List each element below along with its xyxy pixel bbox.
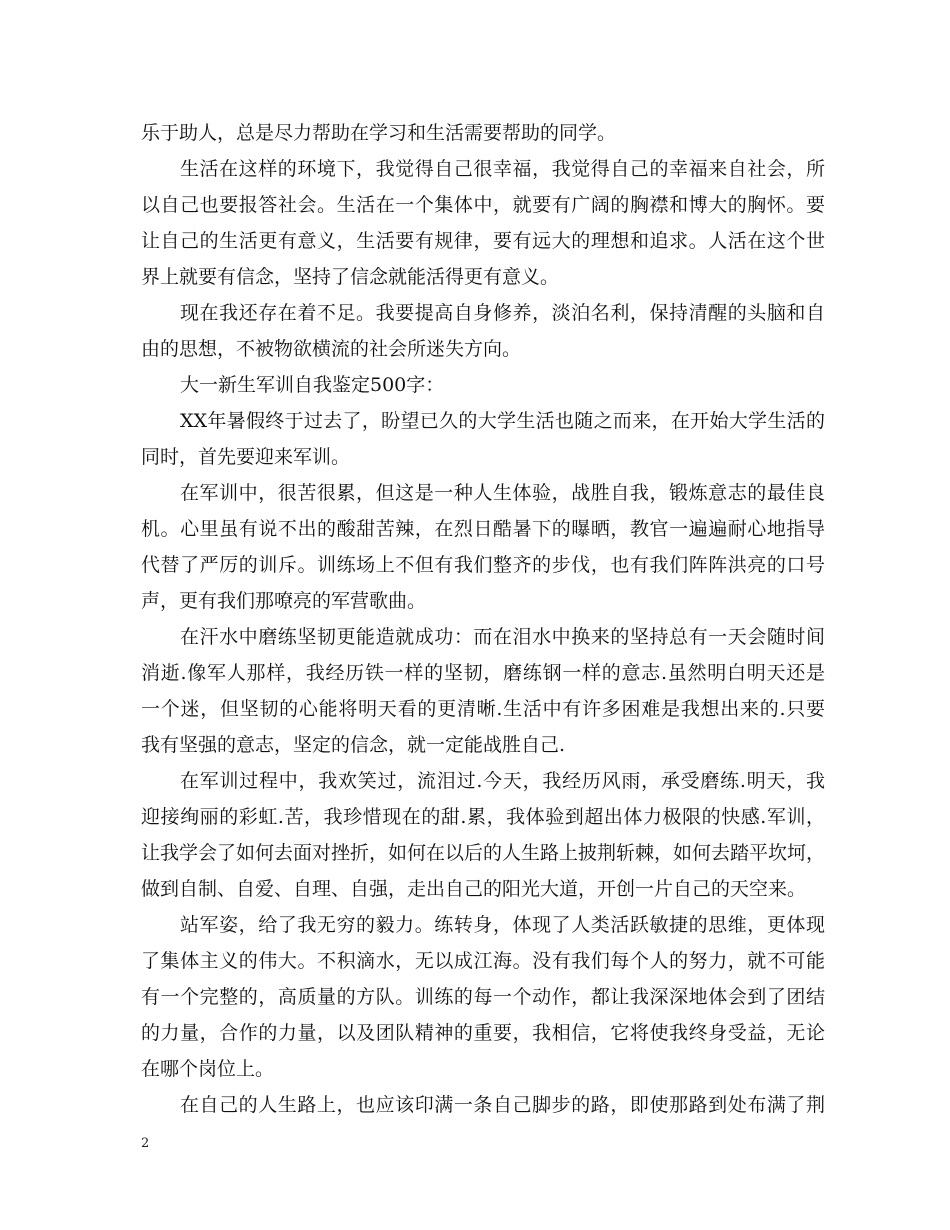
text-line: 让我学会了如何去面对挫折，如何在以后的人生路上披荆斩棘，如何去踏平坎坷，	[141, 842, 826, 864]
text-line: 在哪个岗位上。	[141, 1058, 275, 1080]
text-line: 乐于助人，总是尽力帮助在学习和生活需要帮助的同学。	[141, 122, 617, 144]
text-line: 生活在这样的环境下，我觉得自己很幸福，我觉得自己的幸福来自社会，所	[180, 158, 825, 180]
text-line: 的力量，合作的力量，以及团队精神的重要，我相信，它将使我终身受益，无论	[141, 1022, 825, 1044]
text-line: 现在我还存在着不足。我要提高自身修养，淡泊名利，保持清醒的头脑和自	[180, 302, 825, 324]
text-line: 代替了严厉的训斥。训练场上不但有我们整齐的步伐，也有我们阵阵洪亮的口号	[141, 554, 825, 576]
text-line: 以自己也要报答社会。生活在一个集体中，就要有广阔的胸襟和博大的胸怀。要	[141, 194, 825, 216]
text-line: 同时，首先要迎来军训。	[141, 446, 351, 468]
text-line: 我有坚强的意志，坚定的信念，就一定能战胜自己.	[141, 734, 566, 756]
text-line: 站军姿，给了我无穷的毅力。练转身，体现了人类活跃敏捷的思维，更体现	[180, 914, 825, 936]
text-line: 了集体主义的伟大。不积滴水，无以成江海。没有我们每个人的努力，就不可能	[141, 950, 825, 972]
text-line: 由的思想，不被物欲横流的社会所迷失方向。	[141, 338, 522, 360]
text-line: 有一个完整的，高质量的方队。训练的每一个动作，都让我深深地体会到了团结	[141, 986, 825, 1008]
text-line: 在军训中，很苦很累，但这是一种人生体验，战胜自我，锻炼意志的最佳良	[180, 482, 825, 504]
text-line: XX年暑假终于过去了，盼望已久的大学生活也随之而来，在开始大学生活的	[180, 410, 825, 432]
text-line: 消逝.像军人那样，我经历铁一样的坚韧，磨练钢一样的意志.虽然明白明天还是	[141, 662, 825, 684]
text-line: 一个迷，但坚韧的心能将明天看的更清晰.生活中有许多困难是我想出来的.只要	[141, 698, 825, 720]
section-heading: 大一新生军训自我鉴定500字：	[180, 374, 445, 396]
text-line: 做到自制、自爱、自理、自强，走出自己的阳光大道，开创一片自己的天空来。	[141, 878, 807, 900]
text-line: 迎接绚丽的彩虹.苦，我珍惜现在的甜.累，我体验到超出体力极限的快感.军训，	[141, 806, 825, 828]
text-line: 在军训过程中，我欢笑过，流泪过.今天，我经历风雨，承受磨练.明天，我	[180, 770, 825, 792]
text-line: 让自己的生活更有意义，生活要有规律，要有远大的理想和追求。人活在这个世	[141, 230, 825, 252]
text-line: 在汗水中磨练坚韧更能造就成功：而在泪水中换来的坚持总有一天会随时间	[180, 626, 825, 648]
text-line: 声，更有我们那嘹亮的军营歌曲。	[141, 590, 427, 612]
text-line: 在自己的人生路上，也应该印满一条自己脚步的路，即使那路到处布满了荆	[180, 1094, 825, 1116]
text-line: 界上就要有信念，坚持了信念就能活得更有意义。	[141, 266, 560, 288]
text-line: 机。心里虽有说不出的酸甜苦辣，在烈日酷暑下的曝晒，教官一遍遍耐心地指导	[141, 518, 825, 540]
page-number: 2	[141, 1136, 150, 1151]
